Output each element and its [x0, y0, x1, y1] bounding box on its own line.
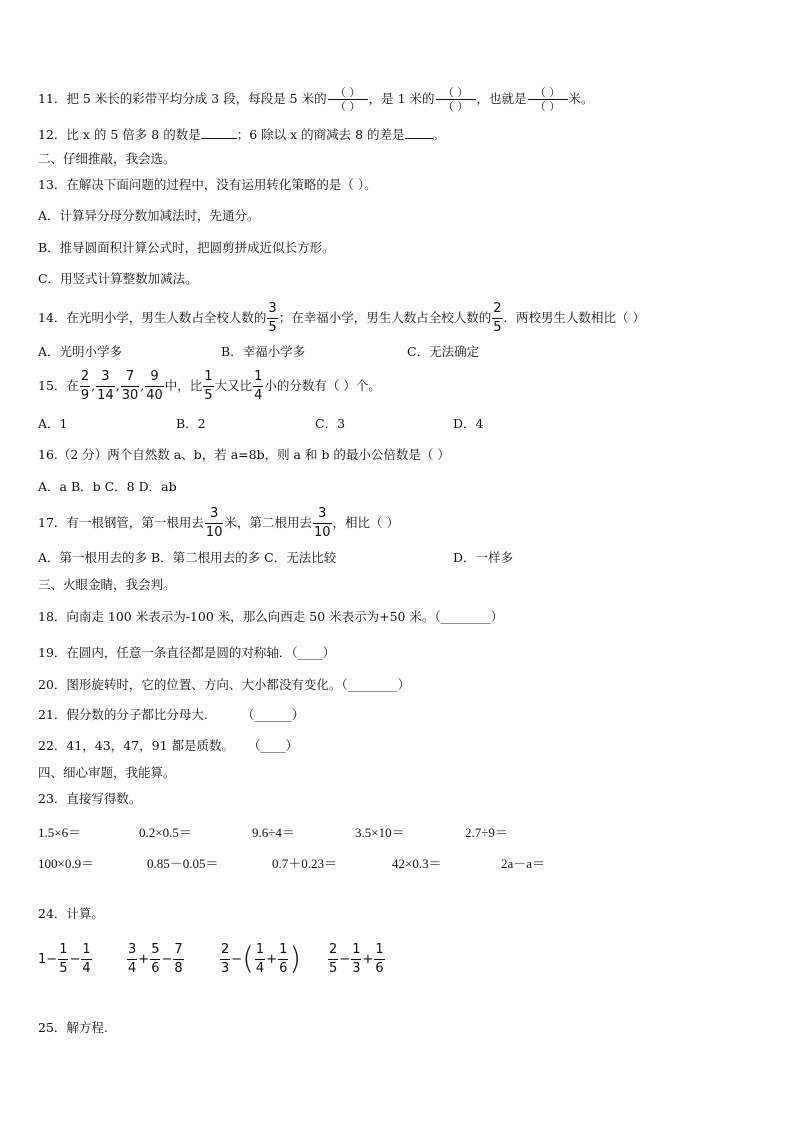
q17-text: 17．有一根钢管，第一根用去 — [38, 515, 204, 530]
q12-text: ；6 除以 x 的商减去 8 的差是 — [236, 127, 405, 142]
q13-option-b[interactable]: B．推导圆面积计算公式时，把圆剪拼成近似长方形。 — [38, 240, 335, 255]
q15-fraction: $\frac{3}{14}$ — [97, 369, 114, 403]
q17-text: 米，第二根用去 — [224, 515, 312, 530]
q16-options[interactable]: A．a B．b C．8 D．ab — [38, 479, 177, 494]
q15-fraction: $\frac{7}{30}$ — [121, 369, 139, 403]
q14-text: 14．在光明小学，男生人数占全校人数的 — [38, 310, 267, 325]
q24-expression-2[interactable]: $\frac{3}{4}$ + $\frac{5}{6}$ − $\frac{7}{8}$ — [128, 942, 183, 976]
question-18: 18．向南走 100 米表示为-100 米，那么向西走 50 米表示为+50 米。（________） — [38, 609, 504, 624]
q15-fraction: $\frac{9}{40}$ — [146, 369, 163, 403]
q11-text: ，是 1 米的 — [368, 91, 435, 106]
q14-text: ．两校男生人数相比（ ） — [503, 310, 645, 325]
q15-text: 中，比 — [164, 378, 203, 393]
q11-blank-fraction-2[interactable]: $\frac{( )}{( )}$ — [436, 86, 476, 113]
question-17-stem — [38, 505, 399, 542]
q13-option-a[interactable]: A．计算异分母分数加减法时，先通分。 — [38, 208, 260, 223]
q17-fraction-1: $\frac{3}{10}$ — [205, 506, 223, 540]
q23-item[interactable]: 0.85－0.05＝ — [147, 856, 219, 871]
q22-answer-blank[interactable]: （____） — [248, 738, 299, 753]
q15-text: 15．在 — [38, 378, 79, 393]
q15-option-c[interactable]: C．3 — [315, 416, 346, 431]
q23-item[interactable]: 42×0.3＝ — [392, 856, 442, 871]
q15-text: 小的分数有（ ）个。 — [264, 378, 381, 393]
q14-option-a[interactable]: A．光明小学多 — [38, 344, 123, 359]
question-20: 20．图形旋转时，它的位置、方向、大小都没有变化。（________） — [38, 677, 411, 692]
q17-option-d[interactable]: D．一样多 — [453, 550, 514, 565]
q15-fraction-lower: $\frac{1}{5}$ — [204, 369, 213, 403]
question-25-stem: 25．解方程. — [38, 1020, 108, 1035]
q12-text: 。 — [432, 127, 446, 142]
question-11 — [38, 86, 594, 113]
question-13-stem: 13．在解决下面问题的过程中，没有运用转化策略的是（ ）。 — [38, 177, 377, 192]
section-3-heading: 三、火眼金睛，我会判。 — [38, 577, 176, 592]
q21-text: 21．假分数的分子都比分母大. — [38, 707, 208, 722]
q23-item[interactable]: 2a－a＝ — [501, 856, 546, 871]
question-14-stem — [38, 300, 645, 337]
q23-item[interactable]: 0.2×0.5＝ — [139, 825, 192, 840]
q12-blank-2[interactable] — [405, 126, 433, 139]
q15-fraction-upper: $\frac{1}{4}$ — [254, 369, 263, 403]
q23-item[interactable]: 1.5×6＝ — [38, 825, 82, 840]
q21-answer-blank[interactable]: （______） — [241, 707, 305, 722]
question-16-stem: 16.（2 分）两个自然数 a、b，若 a=8b，则 a 和 b 的最小公倍数是（ ） — [38, 447, 450, 462]
q24-expression-4[interactable]: $\frac{2}{5}$ − $\frac{1}{3}$ + $\frac{1}{6}$ — [329, 942, 384, 976]
q14-text: ；在幸福小学，男生人数占全校人数的 — [278, 310, 492, 325]
q23-item[interactable]: 3.5×10＝ — [355, 825, 405, 840]
q15-fraction: $\frac{2}{9}$ — [80, 369, 90, 403]
q14-fraction-1: $\frac{3}{5}$ — [268, 301, 277, 335]
section-2-heading: 二、仔细推敲，我会选。 — [38, 151, 176, 166]
question-15-stem: 15．在 $\frac{2}{9}$ , $\frac{3}{14}$ , $\frac{7}{30}$ , $\frac{9}{40}$ 中，比 $\frac{1}{5}$ 大又比 $\frac{1}{4}$ 小的分数有（ ）个。 — [38, 369, 381, 403]
q23-item[interactable]: 9.6÷4＝ — [252, 825, 295, 840]
q17-fraction-2: $\frac{3}{10}$ — [313, 506, 331, 540]
q24-expression-3[interactable]: $\frac{2}{3}$ −( $\frac{1}{4}$ + $\frac{1}{6}$ ) — [221, 941, 302, 977]
question-23-stem: 23．直接写得数。 — [38, 791, 142, 806]
q11-text: ，也就是 — [476, 91, 527, 106]
q23-item[interactable]: 0.7＋0.23＝ — [272, 856, 338, 871]
q15-option-d[interactable]: D．4 — [453, 416, 484, 431]
q15-option-a[interactable]: A．1 — [38, 416, 68, 431]
q13-option-c[interactable]: C．用竖式计算整数加减法。 — [38, 271, 198, 286]
q23-item[interactable]: 2.7÷9＝ — [465, 825, 508, 840]
q11-text: 米。 — [568, 91, 594, 106]
q11-text: 11．把 5 米长的彩带平均分成 3 段，每段是 5 米的 — [38, 91, 327, 106]
question-19: 19．在圆内，任意一条直径都是圆的对称轴．（____） — [38, 645, 336, 660]
q11-blank-fraction-1[interactable]: $\frac{( )}{( )}$ — [328, 86, 368, 113]
q14-fraction-2: $\frac{2}{5}$ — [493, 301, 502, 335]
q24-expression-1[interactable]: 1− $\frac{1}{5}$ − $\frac{1}{4}$ — [38, 942, 91, 976]
question-21 — [38, 707, 304, 723]
question-22 — [38, 738, 298, 754]
section-4-heading: 四、细心审题，我能算。 — [38, 765, 176, 780]
q17-text: ，相比（ ） — [332, 515, 400, 530]
question-24-stem: 24．计算。 — [38, 906, 104, 921]
q14-option-b[interactable]: B．幸福小学多 — [221, 344, 306, 359]
q12-text: 12．比 x 的 5 倍多 8 的数是 — [38, 127, 201, 142]
q12-blank-1[interactable] — [201, 126, 237, 139]
q14-option-c[interactable]: C．无法确定 — [407, 344, 480, 359]
q11-blank-fraction-3[interactable]: $\frac{( )}{( )}$ — [528, 86, 568, 113]
q22-text: 22．41，43，47，91 都是质数。 — [38, 738, 235, 753]
q23-item[interactable]: 100×0.9＝ — [38, 856, 95, 871]
q15-option-b[interactable]: B．2 — [176, 416, 206, 431]
q15-text: 大又比 — [214, 378, 253, 393]
question-12 — [38, 126, 445, 143]
q17-options[interactable]: A．第一根用去的多 B．第二根用去的多 C．无法比较 — [38, 550, 337, 565]
